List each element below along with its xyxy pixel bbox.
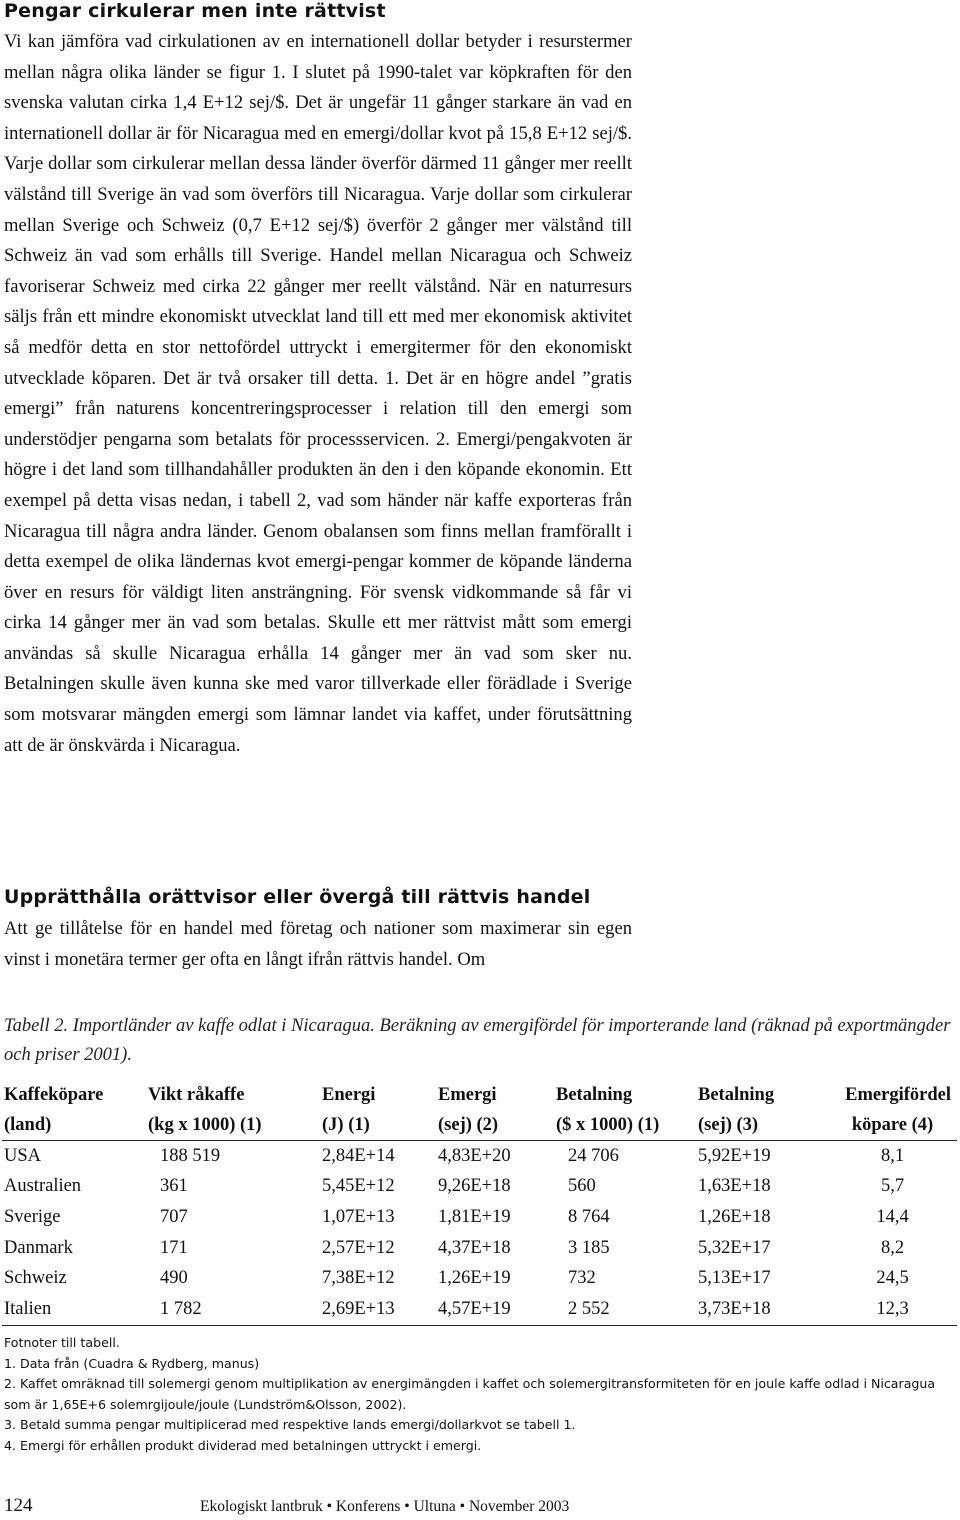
table-cell: 4,57E+19 bbox=[436, 1294, 554, 1325]
header-cell: Vikt råkaffe bbox=[148, 1084, 245, 1105]
section-paragraph-rattvis-handel: Att ge tillåtelse för en handel med företag och nationer som maximerar sin egen vinst i monetära termer ger ofta en långt ifrån rättvis handel. Om bbox=[4, 918, 632, 970]
table-cell: 9,26E+18 bbox=[438, 1176, 511, 1197]
table-cell: Sverige bbox=[4, 1206, 61, 1227]
header-cell: (kg x 1000) (1) bbox=[146, 1110, 320, 1141]
table-cell: 1,81E+19 bbox=[438, 1206, 511, 1227]
table-cell: 1 782 bbox=[146, 1294, 320, 1325]
table-cell: 7,38E+12 bbox=[322, 1268, 395, 1289]
table-cell: 3,73E+18 bbox=[696, 1294, 826, 1325]
coffee-import-table bbox=[2, 1080, 957, 1326]
header-cell: köpare (4) bbox=[826, 1110, 957, 1141]
table-cell: 5,45E+12 bbox=[322, 1176, 395, 1197]
table-cell: 4,83E+20 bbox=[438, 1145, 511, 1166]
table-row bbox=[2, 1202, 957, 1233]
table-cell: 188 519 bbox=[160, 1145, 221, 1166]
page-number: 124 bbox=[4, 1495, 33, 1516]
table-header-row bbox=[2, 1080, 957, 1110]
table-cell: 361 bbox=[160, 1176, 188, 1197]
table-cell: 2,57E+12 bbox=[322, 1237, 395, 1258]
header-cell: Betalning bbox=[556, 1084, 633, 1105]
table-cell: 2,69E+13 bbox=[320, 1294, 436, 1325]
header-cell: (land) bbox=[2, 1110, 146, 1141]
table-cell: 5,7 bbox=[880, 1176, 905, 1197]
table-cell: 1,63E+18 bbox=[698, 1176, 771, 1197]
table-cell: 8,1 bbox=[880, 1145, 905, 1166]
table-cell: 171 bbox=[160, 1237, 188, 1258]
footnote-item: 1. Data från (Cuadra & Rydberg, manus) bbox=[4, 1355, 260, 1371]
table-caption: Tabell 2. Importländer av kaffe odlat i Nicaragua. Beräkning av emergifördel för importerande land (räknad på exportmängder och priser 2001). bbox=[4, 1016, 951, 1065]
table-header-row bbox=[2, 1110, 957, 1141]
table-cell: Schweiz bbox=[4, 1268, 67, 1289]
section-heading-pengar: Pengar cirkulerar men inte rättvist bbox=[4, 0, 386, 22]
table-cell: Italien bbox=[2, 1294, 146, 1325]
footnote-item: 4. Emergi för erhållen produkt dividerad med betalningen uttryckt i emergi. bbox=[4, 1437, 482, 1453]
header-cell: Energi bbox=[322, 1084, 376, 1105]
table-cell: 560 bbox=[568, 1176, 596, 1197]
table-cell: 8,2 bbox=[880, 1237, 905, 1258]
table-row bbox=[2, 1263, 957, 1294]
table-footnotes bbox=[4, 1333, 956, 1456]
footnote-item: 2. Kaffet omräknad till solemergi genom multiplikation av energimängden i kaffet och solemergitransformiteten för en joule kaffe odlad i Nicaragua som är 1,65E+6 solemrgijoule/joule (Lundström&Olsson, 2002). bbox=[4, 1376, 936, 1412]
table-cell: 24,5 bbox=[876, 1268, 909, 1289]
table-cell: 1,26E+18 bbox=[698, 1206, 771, 1227]
table-row bbox=[2, 1294, 957, 1325]
table-cell: 8 764 bbox=[568, 1206, 610, 1227]
header-cell: (sej) (3) bbox=[696, 1110, 826, 1141]
table-cell: 5,92E+19 bbox=[698, 1145, 771, 1166]
table-cell: 24 706 bbox=[568, 1145, 619, 1166]
header-cell: Emergi bbox=[438, 1084, 497, 1105]
section-paragraph-pengar: Vi kan jämföra vad cirkulationen av en internationell dollar betyder i resurstermer mellan några olika länder se figur 1. I slutet på 1990-talet var köpkraften för den svenska valutan cirka 1,4 E+12 sej/$. Det är ungefär 11 gånger starkare än vad en internationell dollar är för Nicaragua med en emergi/dollar kvot på 15,8 E+12 sej/$. Varje dollar som cirkulerar mellan dessa länder överför därmed 11 gånger mer reellt välstånd till Sverige än vad som överförs till Nicaragua. Varje dollar som cirkulerar mellan Sverige och Schweiz (0,7 E+12 sej/$) överför 2 gånger mer välstånd till Schweiz än vad som erhålls till Sverige. Handel mellan Nicaragua och Schweiz favoriserar Schweiz med cirka 22 gånger mer reellt välstånd. När en naturresurs säljs från ett mindre ekonomiskt utvecklat land till ett med mer ekonomisk aktivitet så medför detta en stor nettofördel uttryckt i emergitermer för den ekonomiskt utvecklade köparen. Det är två orsaker till detta. 1. Det är en högre andel ”gratis emergi” från naturens koncentreringsprocesser i relation till den emergi som understödjer pengarna som betalats för processservicen. 2. Emergi/pengakvoten är högre i det land som tillhandahåller produkten än den i den köpande ekonomin. Ett exempel på detta visas nedan, i tabell 2, vad som händer när kaffe exporteras från Nicaragua till några andra länder. Genom obalansen som finns mellan framförallt i detta exempel de olika ländernas kvot emergi-pengar kommer de köpande länderna över en resurs för väldigt liten ansträngning. För svensk vidkommande så får vi cirka 14 gånger mer än vad som betalas. Skulle ett mer rättvist mått som emergi användas så skulle Nicaragua erhålla 14 gånger mer än vad som sker nu. Betalningen skulle även kunna ske med varor tillverkade eller förädlade i Sverige som motsvarar mängden emergi som lämnar landet via kaffet, under förutsättning att de är önskvärda i Nicaragua. bbox=[4, 31, 632, 756]
section-heading-rattvis-handel: Upprätthålla orättvisor eller övergå till rättvis handel bbox=[4, 886, 591, 908]
table-cell: 3 185 bbox=[568, 1237, 610, 1258]
table-cell: 5,13E+17 bbox=[698, 1268, 771, 1289]
header-cell: (J) (1) bbox=[320, 1110, 436, 1141]
header-cell: Emergifördel bbox=[845, 1084, 951, 1105]
table-cell: 490 bbox=[160, 1268, 188, 1289]
table-cell: 732 bbox=[568, 1268, 596, 1289]
table-cell: 12,3 bbox=[826, 1294, 957, 1325]
header-cell: (sej) (2) bbox=[436, 1110, 554, 1141]
table-row bbox=[2, 1141, 957, 1172]
table-cell: USA bbox=[4, 1145, 42, 1166]
table-cell: 5,32E+17 bbox=[698, 1237, 771, 1258]
header-cell: Kaffeköpare bbox=[4, 1084, 104, 1105]
table-row bbox=[2, 1233, 957, 1264]
table-cell: 707 bbox=[160, 1206, 188, 1227]
table-row bbox=[2, 1172, 957, 1203]
conference-line: Ekologiskt lantbruk • Konferens • Ultuna • November 2003 bbox=[200, 1498, 570, 1515]
footnote-item: 3. Betald summa pengar multiplicerad med respektive lands emergi/dollarkvot se tabell 1. bbox=[4, 1417, 576, 1432]
table-cell: Australien bbox=[4, 1176, 82, 1197]
table-cell: 2,84E+14 bbox=[322, 1145, 395, 1166]
table-cell: 14,4 bbox=[876, 1206, 909, 1227]
page-footer bbox=[4, 1496, 644, 1520]
table-cell: 4,37E+18 bbox=[438, 1237, 511, 1258]
table-cell: 2 552 bbox=[554, 1294, 696, 1325]
table-cell: Danmark bbox=[4, 1237, 73, 1258]
table-cell: 1,26E+19 bbox=[438, 1268, 511, 1289]
table-cell: 1,07E+13 bbox=[322, 1206, 395, 1227]
header-cell: ($ x 1000) (1) bbox=[554, 1110, 696, 1141]
header-cell: Betalning bbox=[698, 1084, 775, 1105]
footnotes-title: Fotnoter till tabell. bbox=[4, 1335, 120, 1350]
